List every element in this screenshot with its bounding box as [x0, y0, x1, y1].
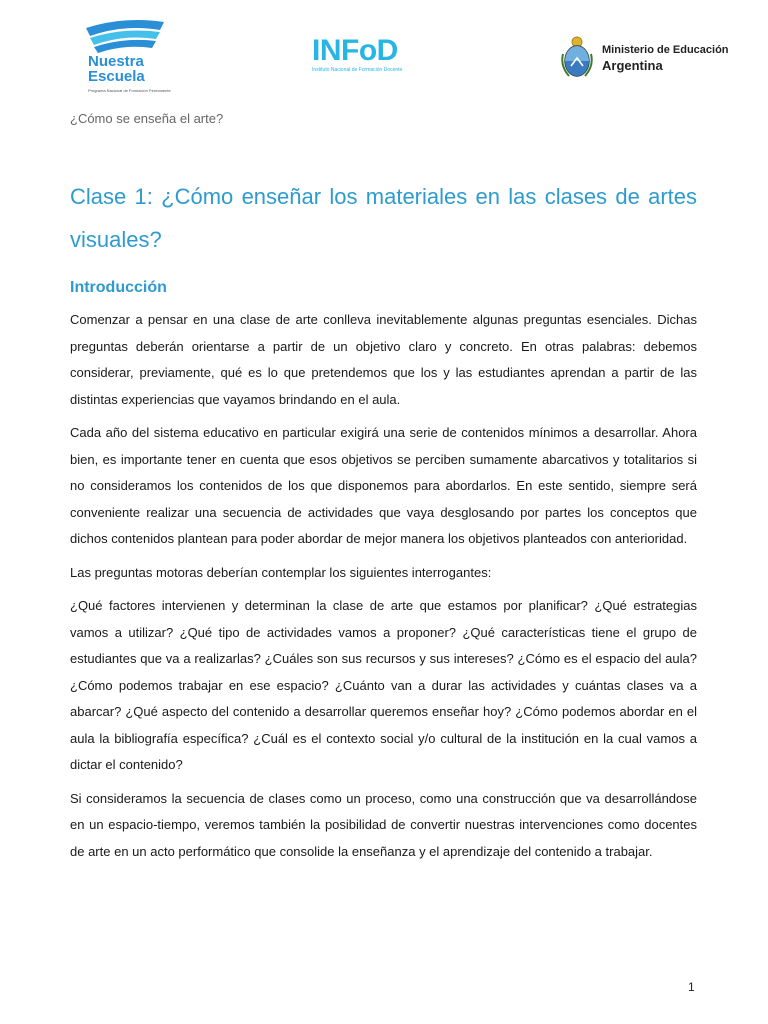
infod-name: INFoD: [312, 34, 398, 67]
ministerio-line1: Ministerio de Educación: [602, 44, 729, 56]
page-number: 1: [688, 980, 695, 994]
section-heading: Introducción: [70, 279, 167, 296]
document-title: Clase 1: ¿Cómo enseñar los materiales en las clases de artes visuales?: [70, 184, 697, 252]
paragraph: Cada año del sistema educativo en particular exigirá una serie de contenidos mínimos a desarrollar. Ahora bien, es importante tener en cuenta que esos objetivos se perciben sumamente abarcativos y totalitarios si no consideramos los contenidos de los que disponemos para abordarlos. En este sentido, siempre será conveniente realizar una secuencia de actividades que vaya desglosando por partes los conceptos que dichos contenidos plantean para poder abordar de mejor manera los objetivos planteados con anterioridad.: [70, 425, 697, 546]
document-body: [70, 175, 697, 872]
nuestra-escuela-line1: Nuestra: [88, 53, 144, 70]
page-header: [0, 0, 768, 100]
nuestra-escuela-stripes-icon: [84, 18, 166, 54]
paragraph: ¿Qué factores intervienen y determinan la clase de arte que estamos por planificar? ¿Qué estrategias vamos a utilizar? ¿Qué tipo de actividades vamos a proponer? ¿Qué características tiene el grupo de estudiantes que va a realizarlas? ¿Cuáles son sus recursos y sus intereses? ¿Cómo es el espacio del aula? ¿Cómo podemos trabajar en ese espacio? ¿Cuánto van a durar las actividades y cuántas clases va a abarcar? ¿Qué aspecto del contenido a desarrollar queremos enseñar hoy? ¿Cómo podemos abordar en el aula la bibliografía específica? ¿Cuál es el contexto social y/o cultural de la institución en la cual vamos a dictar el contenido?: [70, 598, 697, 772]
ministerio-logo: [560, 32, 730, 82]
infod-logo: [312, 36, 402, 73]
nuestra-escuela-tagline: Programa Nacional de Formación Permanente: [88, 88, 171, 93]
paragraph: Si consideramos la secuencia de clases como un proceso, como una construcción que va desarrollándose en un espacio-tiempo, veremos también la posibilidad de convertir nuestras intervenciones como docentes de arte en un acto performático que consolide la enseñanza y el aprendizaje del contenido a trabajar.: [70, 790, 697, 859]
ministerio-line2: Argentina: [602, 58, 663, 73]
argentina-crest-icon: [560, 32, 594, 80]
infod-subtitle: Instituto Nacional de Formación Docente: [312, 67, 403, 73]
nuestra-escuela-logo: [78, 14, 188, 94]
paragraph: Las preguntas motoras deberían contemplar los siguientes interrogantes:: [70, 564, 492, 580]
running-title: ¿Cómo se enseña el arte?: [70, 111, 224, 126]
paragraph: Comenzar a pensar en una clase de arte conlleva inevitablemente algunas preguntas esenciales. Dichas preguntas deberán orientarse a partir de un objetivo claro y concreto. En otras palabras: debemos considerar, previamente, qué es lo que pretendemos que los y las estudiantes aprendan a partir de las distintas experiencias que vayamos brindando en el aula.: [70, 312, 697, 407]
nuestra-escuela-line2: Escuela: [88, 68, 145, 85]
